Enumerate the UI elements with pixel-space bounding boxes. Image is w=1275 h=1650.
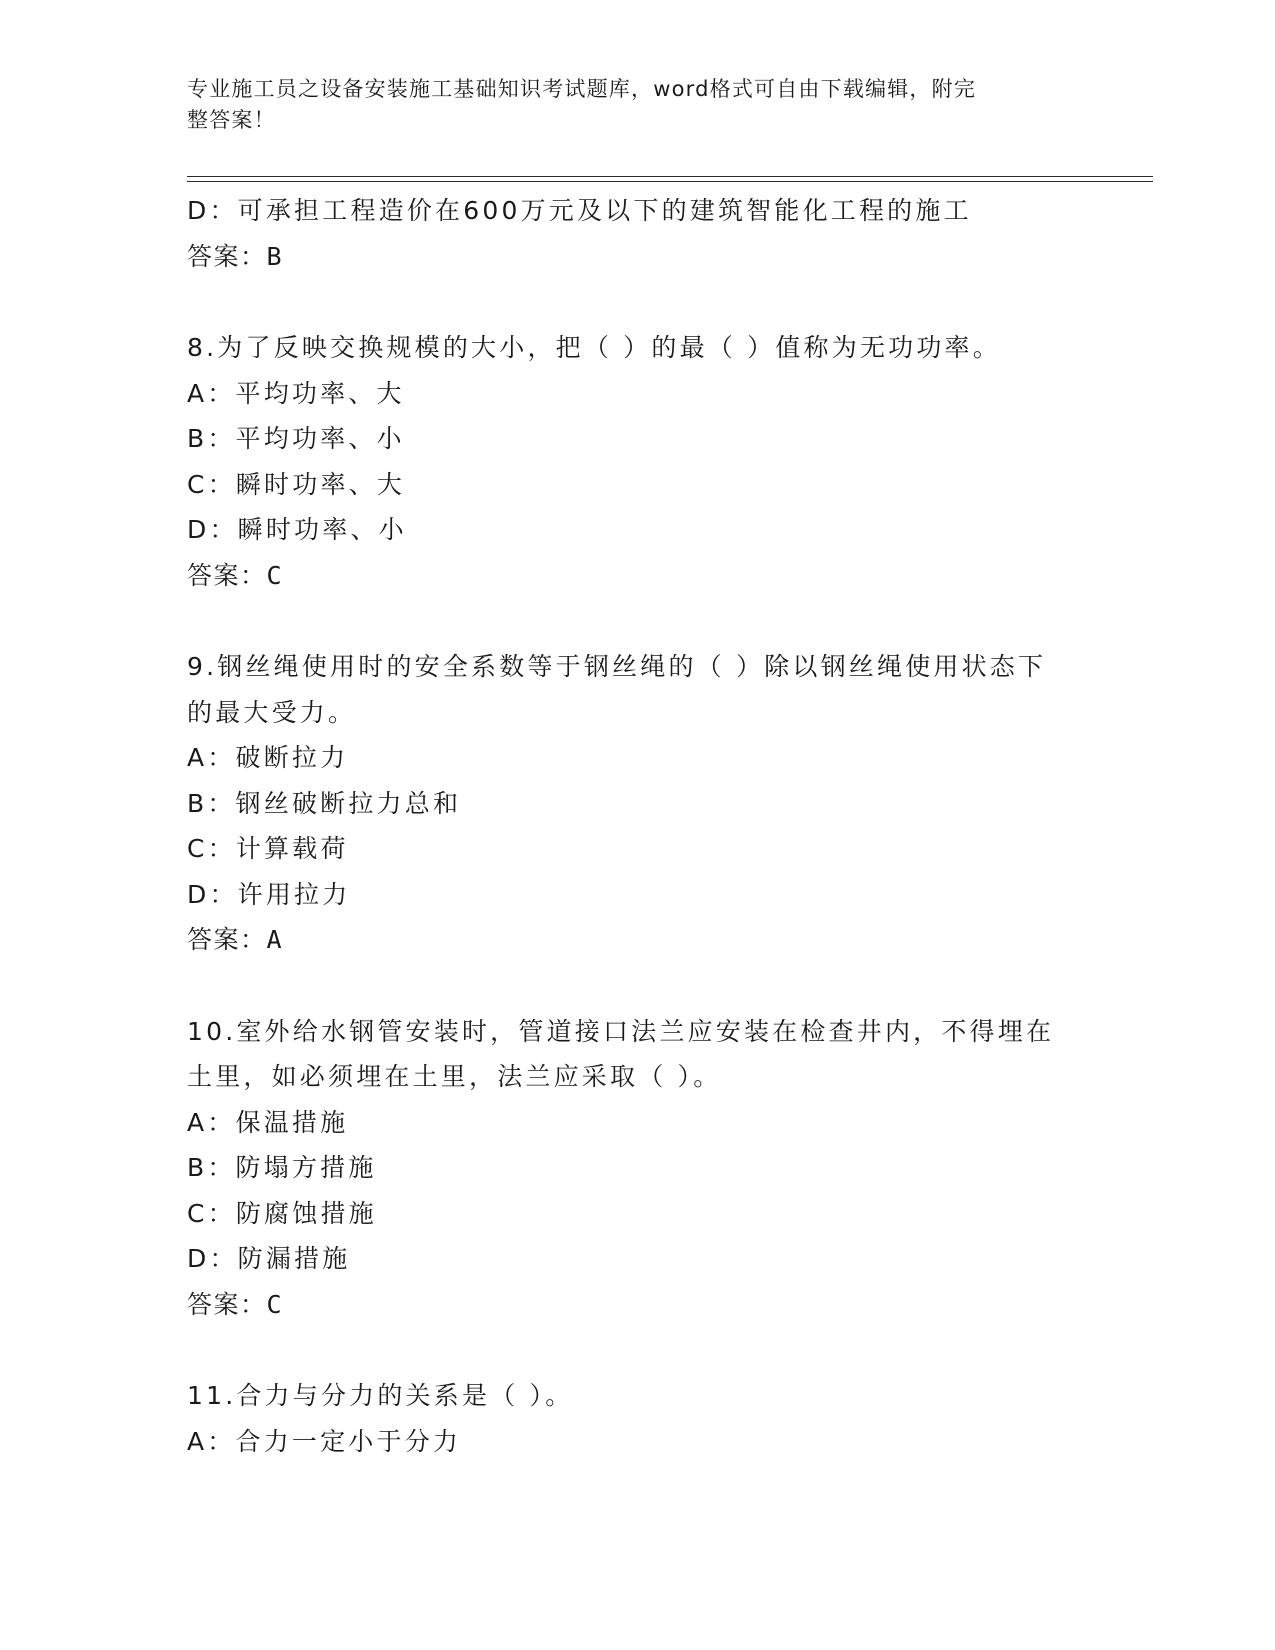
- option-a: A：合力一定小于分力: [187, 1426, 462, 1456]
- answer-line: [187, 553, 1087, 599]
- option-b: B：钢丝破断拉力总和: [187, 788, 462, 818]
- question-item: [187, 1373, 1087, 1464]
- question-stem: 11.合力与分力的关系是（ ）。: [187, 1381, 574, 1410]
- option-d: D：可承担工程造价在600万元及以下的建筑智能化工程的施工: [187, 196, 972, 225]
- answer-label: 答案：: [187, 925, 267, 954]
- question-item: [187, 644, 1087, 963]
- header-divider-top: [187, 176, 1153, 177]
- option-a: A：破断拉力: [187, 743, 349, 772]
- answer-value: B: [266, 241, 282, 271]
- answer-value: C: [266, 560, 282, 590]
- option-a: A：保温措施: [187, 1107, 349, 1137]
- question-stem: 8.为了反映交换规模的大小，把（ ）的最（ ）值称为无功功率。: [187, 333, 1001, 362]
- answer-value: A: [266, 925, 282, 954]
- question-stem-line-1: 9.钢丝绳使用时的安全系数等于钢丝绳的（ ）除以钢丝绳使用状态下: [187, 652, 1047, 681]
- option-b: B：平均功率、小: [187, 424, 405, 453]
- answer-label: 答案：: [187, 1289, 267, 1319]
- question-stem-line-2: 土里，如必须埋在土里，法兰应采取（ ）。: [187, 1062, 722, 1091]
- answer-label: 答案：: [187, 560, 267, 590]
- answer-line: [187, 917, 1087, 963]
- option-c: C：瞬时功率、大: [187, 469, 406, 499]
- answer-label: 答案：: [187, 241, 267, 271]
- option-b: B：防塌方措施: [187, 1153, 377, 1182]
- question-stem-line-1: 10.室外给水钢管安装时，管道接口法兰应安装在检查井内，不得埋在: [187, 1016, 1055, 1046]
- answer-line: [187, 1282, 1087, 1328]
- option-d: D：许用拉力: [187, 879, 351, 909]
- header-divider-bottom: [187, 181, 1153, 182]
- option-c: C：防腐蚀措施: [187, 1198, 377, 1228]
- question-list: [187, 188, 1087, 1464]
- option-a: A：平均功率、大: [187, 378, 405, 408]
- document-header: [187, 74, 1067, 136]
- header-line-2: 整答案！: [187, 108, 276, 132]
- option-d: D：防漏措施: [187, 1244, 351, 1273]
- option-d: D：瞬时功率、小: [187, 515, 407, 544]
- header-line-1: 专业施工员之设备安装施工基础知识考试题库，word格式可自由下载编辑，附完: [187, 77, 977, 101]
- answer-line: [187, 234, 1087, 280]
- answer-value: C: [266, 1289, 282, 1319]
- question-item: [187, 325, 1087, 598]
- question-stem-line-2: 的最大受力。: [187, 697, 357, 727]
- option-c: C：计算载荷: [187, 834, 349, 863]
- question-item: [187, 1009, 1087, 1328]
